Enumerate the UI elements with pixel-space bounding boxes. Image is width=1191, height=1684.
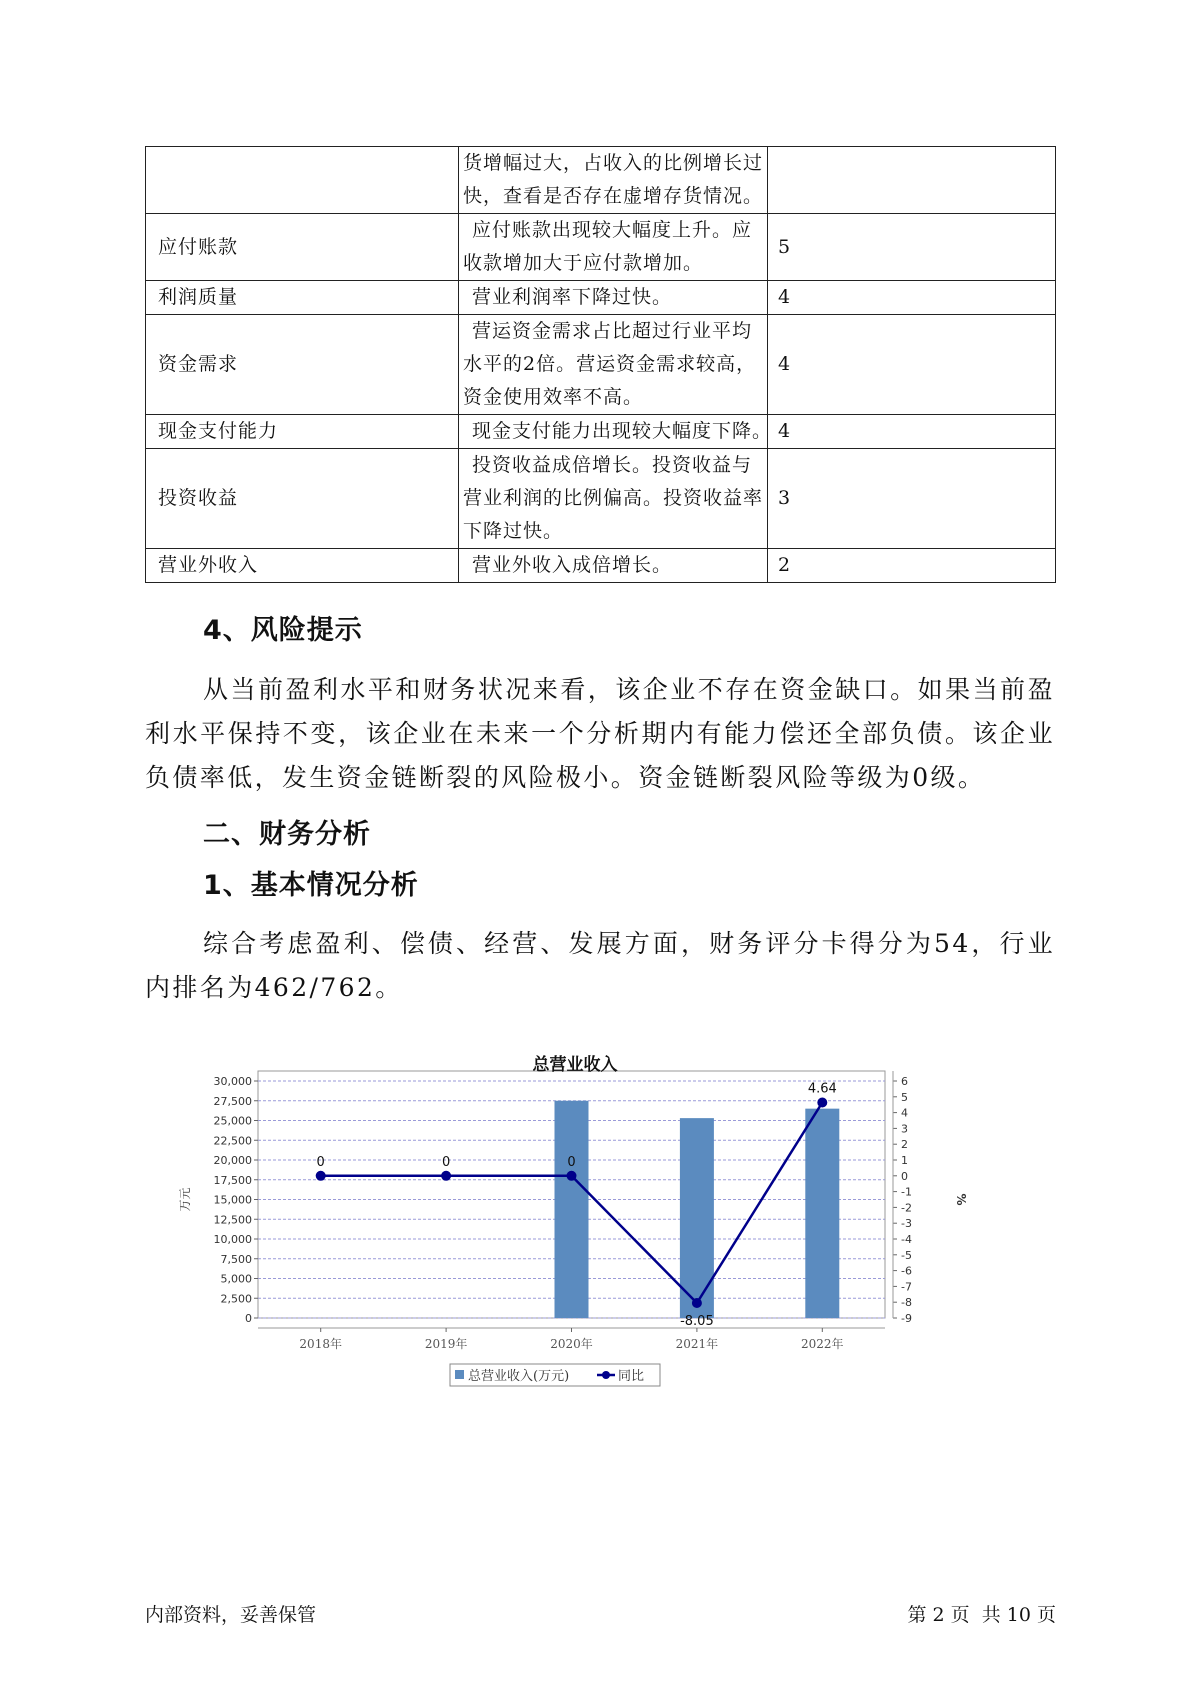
basic-analysis-paragraph: 综合考虑盈利、偿债、经营、发展方面，财务评分卡得分为54，行业内排名为462/762。 [145,929,1055,1002]
risk-item-score: 2 [768,549,1056,583]
risk-item-description [459,281,768,315]
footer-page-number: 第 2 页 共 10 页 [907,1604,1056,1626]
risk-item-name: 利润质量 [146,281,459,315]
risk-description-line: 投资收益成倍增长。投资收益与 [472,454,753,476]
y-tick-label: 20,000 [213,1154,252,1167]
yoy-point [316,1171,326,1181]
y2-tick-label: -3 [901,1217,912,1231]
risk-table [145,146,1056,583]
revenue-bar [680,1118,714,1318]
y-tick-label: 2,500 [220,1292,252,1306]
risk-item-score: 4 [768,415,1056,449]
y-axis-label: 万元 [178,1187,192,1212]
risk-item-score: 4 [768,281,1056,315]
y2-tick-label: -1 [901,1185,912,1199]
risk-tips-paragraph: 从当前盈利水平和财务状况来看，该企业不存在资金缺口。如果当前盈利水平保持不变，该企业在未来一个分析期内有能力偿还全部负债。该企业负债率低，发生资金链断裂的风险极小。资金链断裂风险等级为0级。 [145,675,1055,792]
y-tick-label: 27,500 [213,1094,252,1108]
risk-description-line: 水平的2倍。营运资金需求较高， [463,353,757,375]
heading-basic-analysis: 1、基本情况分析 [203,870,419,901]
yoy-point [441,1171,451,1181]
y-tick-label: 17,500 [213,1173,252,1187]
risk-item-score: 3 [768,449,1056,549]
risk-description-line: 资金使用效率不高。 [463,386,644,408]
risk-table-row [146,415,1056,449]
revenue-chart-svg [175,1046,975,1516]
yoy-data-label: 0 [441,1154,451,1170]
y-tick-label: 12,500 [213,1213,252,1227]
y2-tick-label: 3 [901,1122,908,1136]
risk-item-name: 应付账款 [146,214,459,281]
risk-table-row [146,549,1056,583]
y2-tick-label: -2 [901,1201,912,1215]
y2-tick-label: 5 [901,1090,908,1104]
x-tick-label: 2021年 [675,1337,719,1351]
y-tick-label: 0 [245,1312,252,1325]
risk-table-row [146,214,1056,281]
risk-item-name: 营业外收入 [146,549,459,583]
y2-tick-label: 4 [901,1106,908,1120]
risk-item-score: 5 [768,214,1056,281]
revenue-bar [805,1109,839,1318]
y-tick-label: 22,500 [213,1134,252,1148]
risk-item-name: 资金需求 [146,315,459,415]
y2-tick-label: 2 [901,1138,908,1152]
yoy-data-label: 0 [316,1154,325,1170]
risk-table-row [146,449,1056,549]
risk-description-line: 应付账款出现较大幅度上升。应 [472,219,753,241]
y-tick-label: 30,000 [213,1075,252,1088]
legend-bar-swatch [455,1370,464,1379]
revenue-bar [555,1101,589,1318]
y2-tick-label: -7 [901,1280,912,1294]
risk-description-line: 现金支付能力出现较大幅度下降。 [472,420,773,442]
yoy-data-label: -8.05 [680,1313,714,1329]
yoy-data-label: 0 [567,1154,576,1170]
x-tick-label: 2022年 [801,1337,844,1351]
risk-item-description [459,147,768,214]
risk-item-name [146,147,459,214]
risk-item-description [459,449,768,549]
risk-item-description [459,214,768,281]
yoy-data-label: 4.64 [807,1081,837,1097]
yoy-point [567,1171,577,1181]
footer-confidential: 内部资料，妥善保管 [145,1604,317,1626]
legend-line-marker [602,1371,610,1379]
risk-item-description [459,315,768,415]
risk-description-line: 营运资金需求占比超过行业平均 [472,320,753,342]
y-tick-label: 25,000 [213,1114,252,1128]
x-tick-label: 2020年 [550,1337,593,1351]
y2-tick-label: -9 [901,1312,912,1325]
risk-table-row [146,147,1056,214]
risk-table-row [146,281,1056,315]
y2-axis-label: % [954,1193,968,1206]
y2-tick-label: -5 [901,1248,912,1262]
x-tick-label: 2019年 [424,1337,468,1351]
risk-description-line: 营业利润的比例偏高。投资收益率 [463,487,764,509]
chart-title: 总营业收入 [532,1055,618,1075]
risk-item-name: 投资收益 [146,449,459,549]
risk-item-description [459,415,773,449]
risk-item-description [459,549,768,583]
y-tick-label: 7,500 [220,1252,252,1266]
risk-item-score: 4 [768,315,1056,415]
yoy-point [692,1298,702,1308]
y2-tick-label: 0 [901,1169,908,1183]
y-tick-label: 15,000 [213,1193,252,1207]
heading-financial-analysis: 二、财务分析 [203,819,371,850]
heading-risk-tips: 4、风险提示 [203,615,363,646]
y-tick-label: 10,000 [213,1233,252,1246]
risk-description-line: 货增幅过大，占收入的比例增长过 [463,152,764,174]
legend-bar-label: 总营业收入(万元) [468,1369,570,1384]
y2-tick-label: 6 [901,1075,908,1088]
risk-description-line: 营业利润率下降过快。 [472,286,673,308]
risk-description-line: 下降过快。 [463,520,564,542]
risk-description-line: 收款增加大于应付款增加。 [463,252,704,274]
risk-table-row [146,315,1056,415]
legend-line-label: 同比 [618,1369,645,1384]
risk-item-name: 现金支付能力 [146,415,459,449]
risk-description-line: 快，查看是否存在虚增存货情况。 [463,185,764,207]
yoy-point [817,1097,827,1107]
x-tick-label: 2018年 [299,1337,342,1351]
risk-item-score [768,147,1056,214]
y2-tick-label: 1 [901,1154,908,1167]
y2-tick-label: -4 [901,1233,912,1246]
y2-tick-label: -8 [901,1296,912,1310]
y-tick-label: 5,000 [220,1272,252,1286]
y2-tick-label: -6 [901,1264,912,1278]
risk-description-line: 营业外收入成倍增长。 [472,554,673,576]
revenue-chart [175,1046,975,1516]
